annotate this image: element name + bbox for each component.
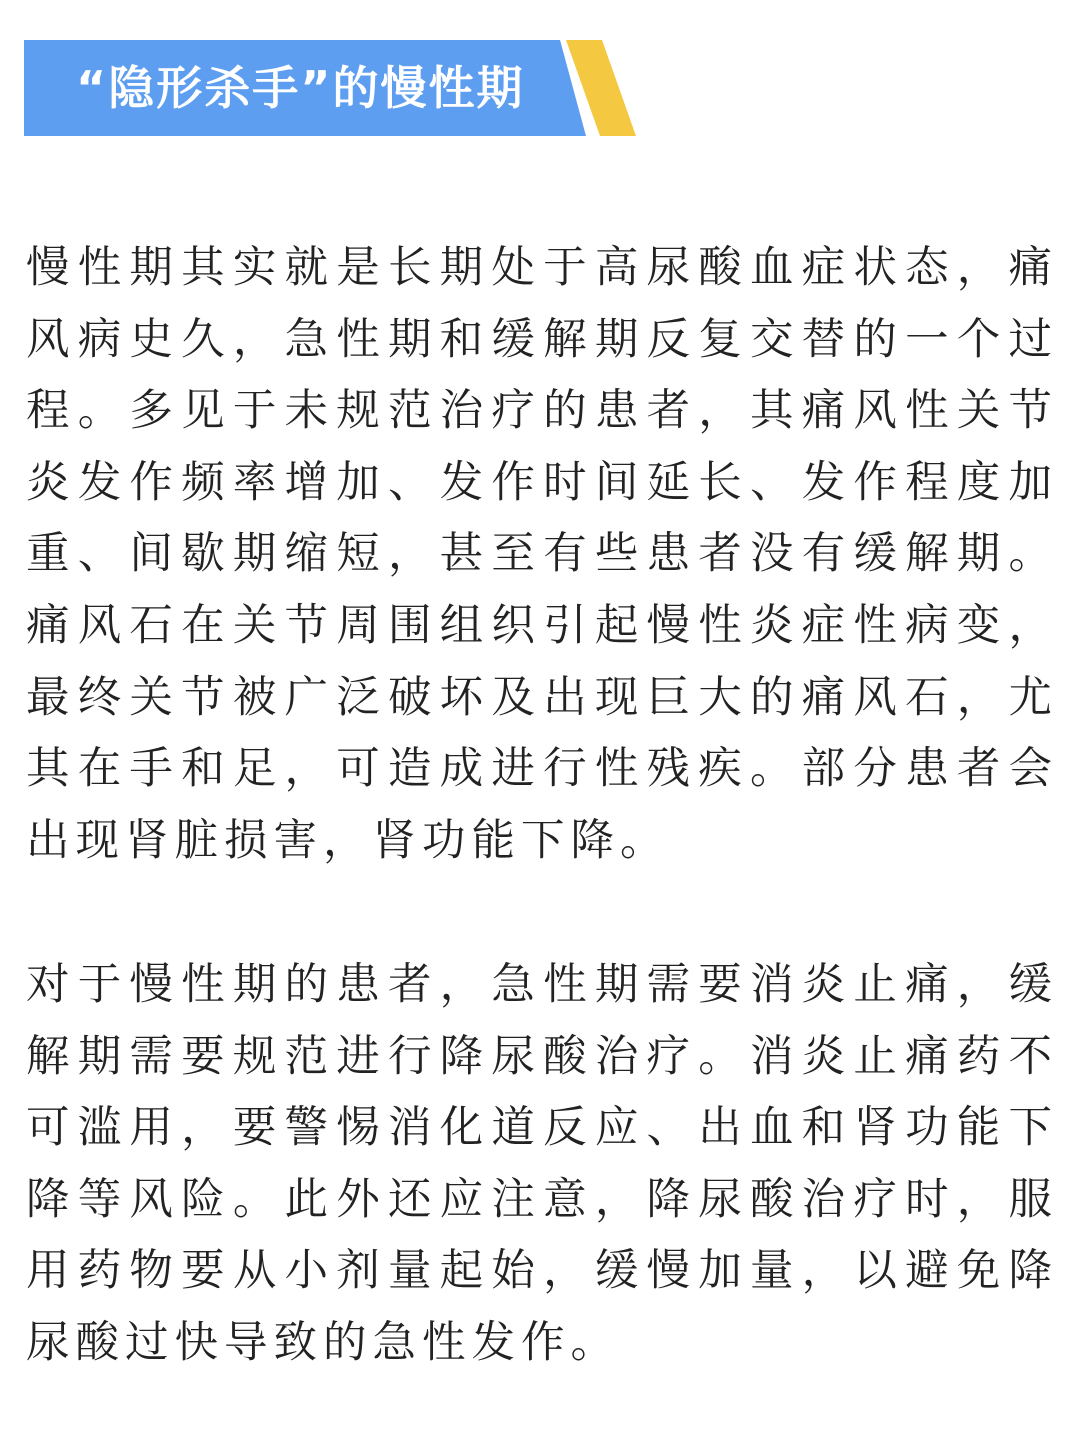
section-header-banner [24, 40, 644, 136]
section-title: “隐形杀手”的慢性期 [76, 61, 525, 115]
paragraph-treatment: 对于慢性期的患者，急性期需要消炎止痛，缓解期需要规范进行降尿酸治疗。消炎止痛药不可滥用，要警惕消化道反应、出血和肾功能下降等风险。此外还应注意，降尿酸治疗时，服用药物要从小剂量起始，缓慢加量，以避免降尿酸过快导致的急性发作。 [26, 960, 1058, 1368]
paragraph-chronic-phase: 慢性期其实就是长期处于高尿酸血症状态，痛风病史久，急性期和缓解期反复交替的一个过程。多见于未规范治疗的患者，其痛风性关节炎发作频率增加、发作时间延长、发作程度加重、间歇期缩短，甚至有些患者没有缓解期。痛风石在关节周围组织引起慢性炎症性病变，最终关节被广泛破坏及出现巨大的痛风石，尤其在手和足，可造成进行性残疾。部分患者会出现肾脏损害，肾功能下降。 [26, 243, 1058, 866]
